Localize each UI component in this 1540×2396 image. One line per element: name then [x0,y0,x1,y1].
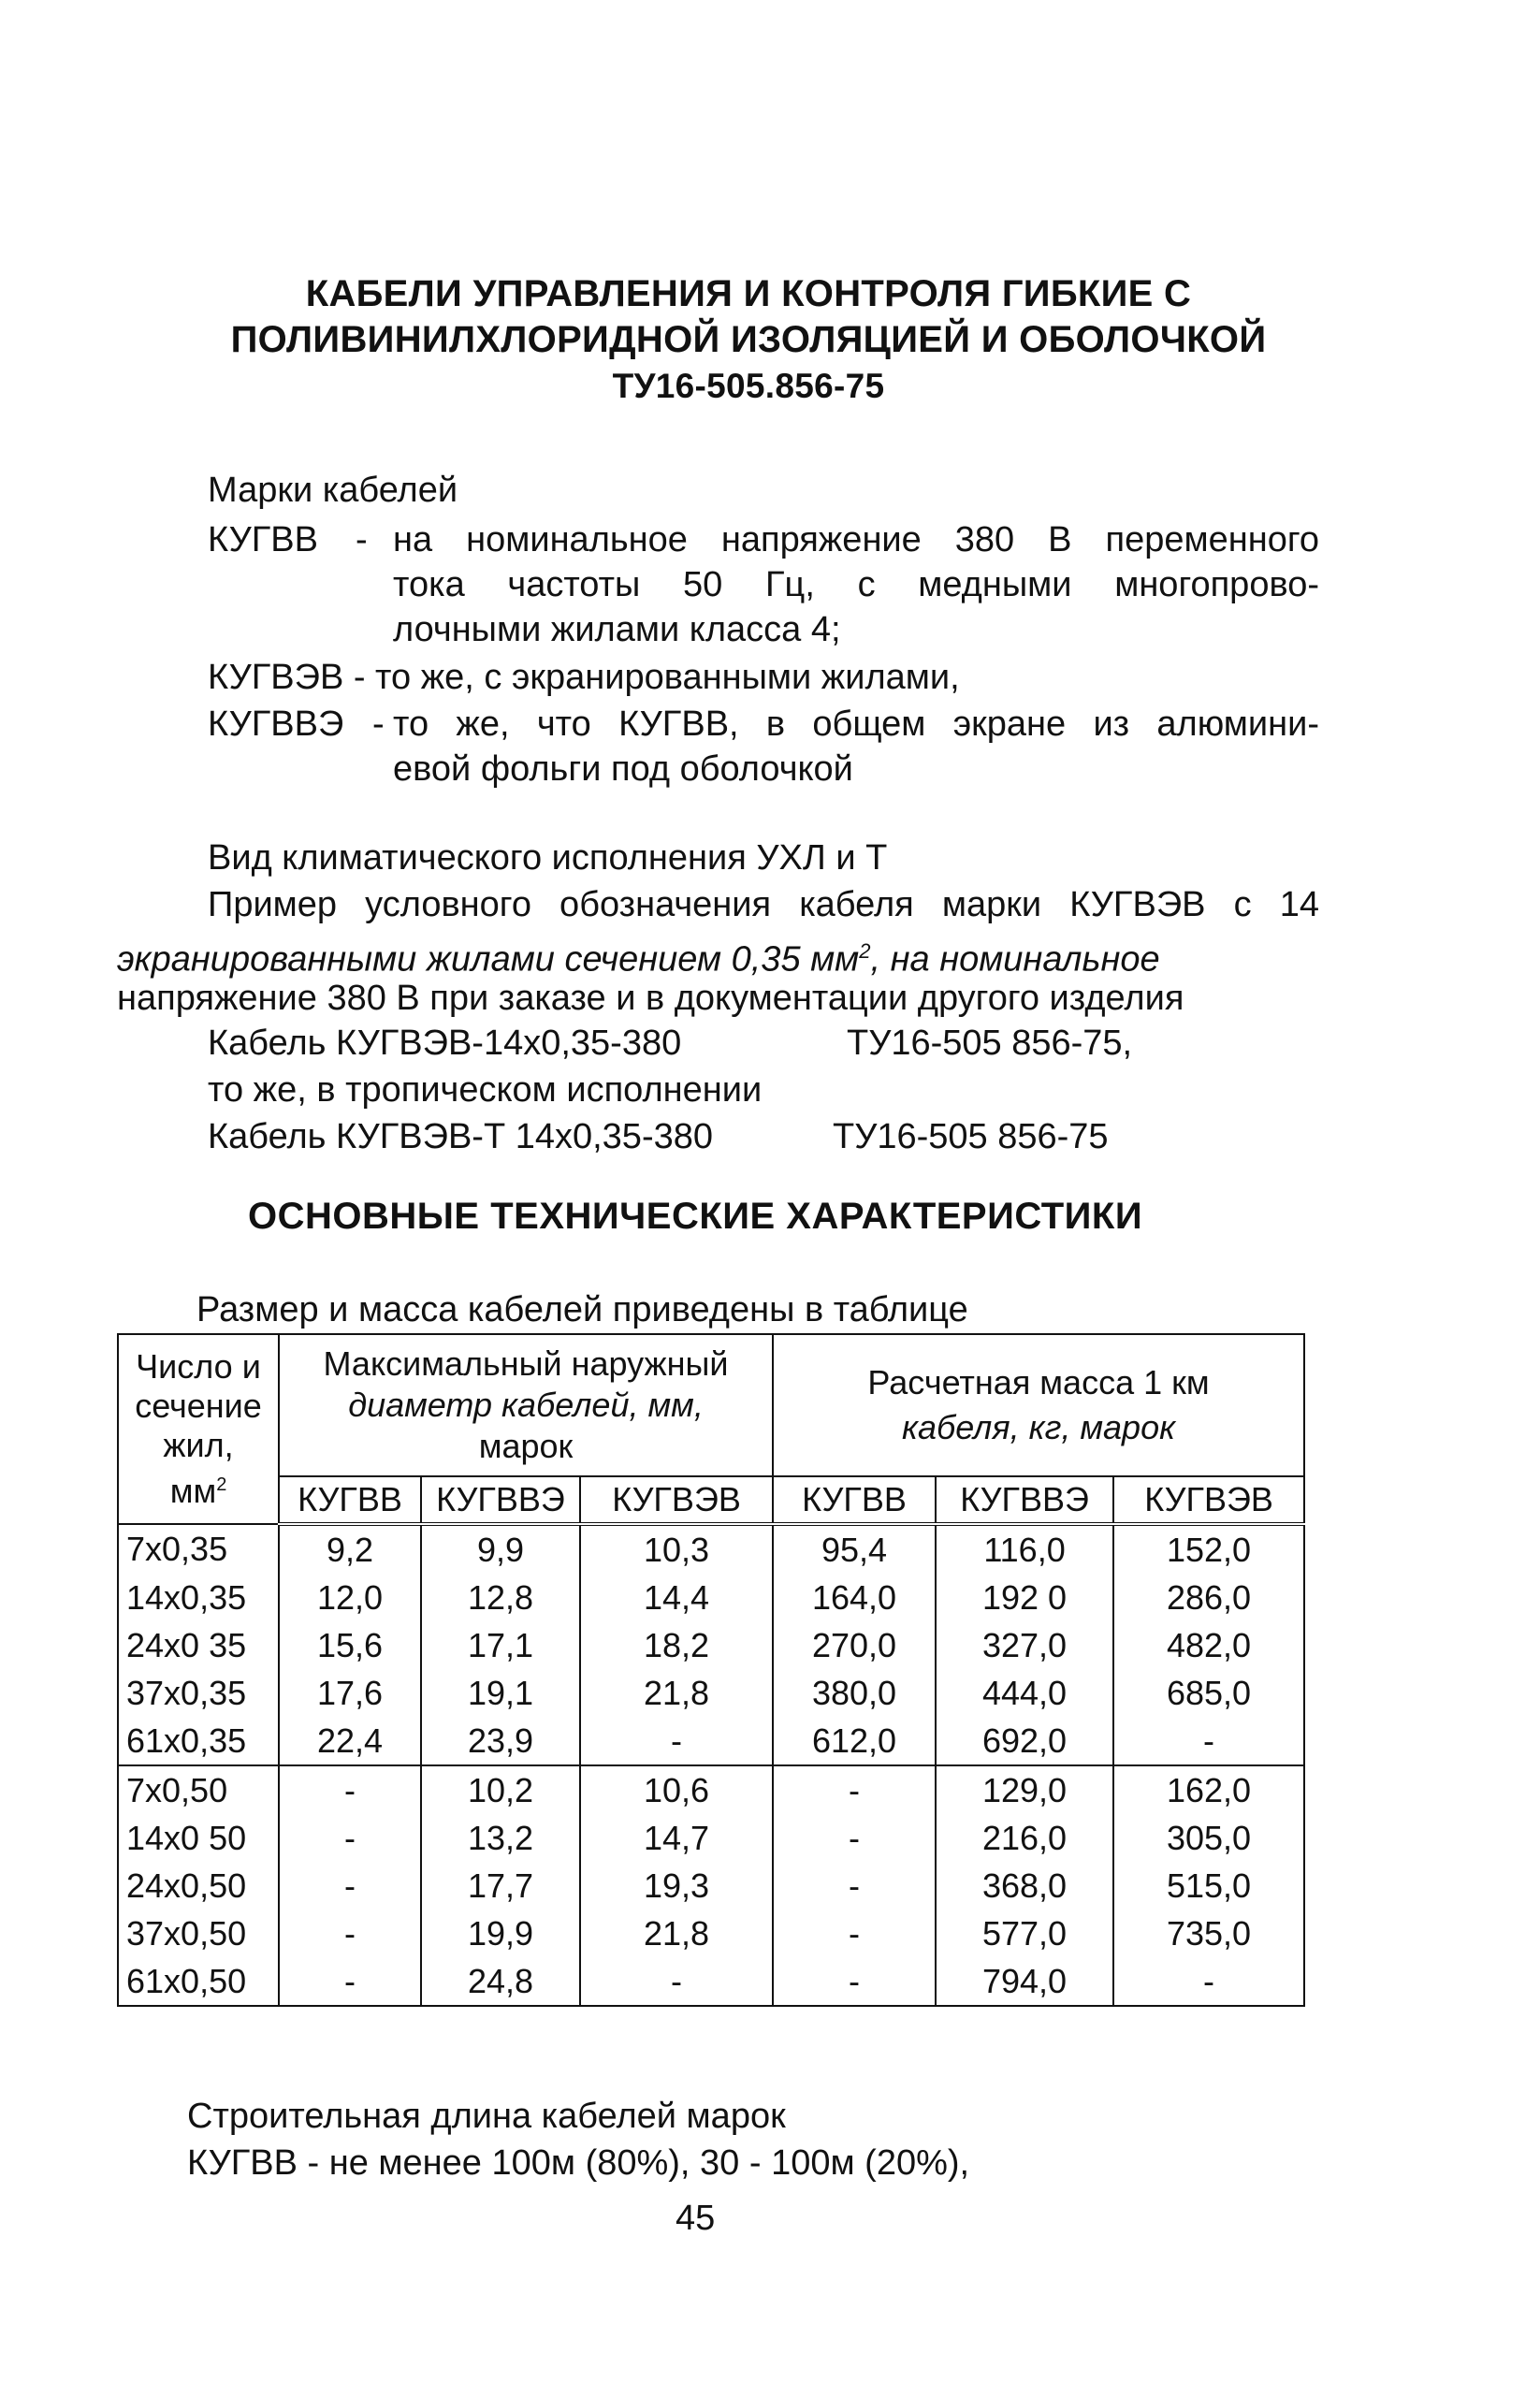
brand-desc-line: лочными жилами класса 4; [393,610,841,649]
value-cell: 380,0 [773,1669,936,1717]
table-row [118,1574,1304,1621]
cores-cell: 24х0,50 [118,1862,279,1910]
brand-code-kugvve: КУГВВЭ [208,704,344,744]
header-text: Расчетная масса 1 км [867,1363,1210,1401]
title-line-1: КАБЕЛИ УПРАВЛЕНИЯ И КОНТРОЛЯ ГИБКИЕ С [305,273,1192,314]
construction-line-1: Строительная длина кабелей марок [187,2097,786,2136]
value-cell: 327,0 [936,1621,1113,1669]
value-cell: - [1113,1957,1304,2006]
example-line-2 [117,931,1319,980]
example-line-1: Пример условного обозначения кабеля марки КУГВЭВ с 14 [208,885,1319,924]
value-cell: 22,4 [279,1717,421,1765]
value-cell: 24,8 [421,1957,580,2006]
value-cell: 685,0 [1113,1669,1304,1717]
cores-cell: 7х0,35 [118,1524,279,1574]
value-cell: - [1113,1717,1304,1765]
section-title: ОСНОВНЫЕ ТЕХНИЧЕСКИЕ ХАРАКТЕРИСТИКИ [248,1196,1143,1237]
value-cell: - [279,1910,421,1957]
value-cell: 9,2 [279,1524,421,1574]
value-cell: 19,3 [580,1862,773,1910]
value-cell: 270,0 [773,1621,936,1669]
value-cell: 10,2 [421,1765,580,1814]
brands-heading: Марки кабелей [208,471,458,510]
diameter-header [279,1334,773,1476]
value-cell: 12,8 [421,1574,580,1621]
superscript: 2 [216,1474,227,1495]
brand-desc-line: на номинальное напряжение 380 В переменного [393,520,1319,559]
brand-column-header: КУГВВ [279,1476,421,1524]
value-cell: 23,9 [421,1717,580,1765]
cores-cell: 14х0 50 [118,1814,279,1862]
value-cell: - [279,1957,421,2006]
designation-1: Кабель КУГВЭВ-14х0,35-380 [208,1024,682,1063]
value-cell: 18,2 [580,1621,773,1669]
brand-column-header: КУГВВЭ [936,1476,1113,1524]
header-text: сечение [135,1387,262,1425]
value-cell: 14,4 [580,1574,773,1621]
value-cell: 129,0 [936,1765,1113,1814]
value-cell: 612,0 [773,1717,936,1765]
header-text [123,1465,274,1511]
value-cell: 515,0 [1113,1862,1304,1910]
cores-cell: 7х0,50 [118,1765,279,1814]
brand-desc-line: тока частоты 50 Гц, с медными многопрово- [393,565,1319,604]
designation-1-standard: ТУ16-505 856-75, [847,1024,1133,1063]
value-cell: 17,6 [279,1669,421,1717]
value-cell: - [580,1957,773,2006]
value-cell: 21,8 [580,1669,773,1717]
cores-cell: 37х0,35 [118,1669,279,1717]
table-intro: Размер и масса кабелей приведены в таблице [196,1290,968,1329]
value-cell: 13,2 [421,1814,580,1862]
value-cell: - [279,1862,421,1910]
value-cell: 794,0 [936,1957,1113,2006]
brand-dash: - [356,520,368,559]
value-cell: 192 0 [936,1574,1113,1621]
value-cell: 286,0 [1113,1574,1304,1621]
title-standard: ТУ16-505.856-75 [612,367,885,405]
value-cell: 216,0 [936,1814,1113,1862]
value-cell: 12,0 [279,1574,421,1621]
value-cell: 152,0 [1113,1524,1304,1574]
cores-cell: 61х0,50 [118,1957,279,2006]
value-cell: 17,7 [421,1862,580,1910]
value-cell: - [279,1765,421,1814]
designation-2-standard: ТУ16-505 856-75 [833,1117,1109,1156]
value-cell: - [279,1814,421,1862]
table-row [118,1910,1304,1957]
specs-table [117,1333,1305,2007]
brand-column-header: КУГВВ [773,1476,936,1524]
value-cell: 10,3 [580,1524,773,1574]
value-cell: - [773,1957,936,2006]
cores-cell: 61х0,35 [118,1717,279,1765]
cores-cell: 24х0 35 [118,1621,279,1669]
climate-text: Вид климатического исполнения УХЛ и Т [208,838,888,878]
cores-cell: 37х0,50 [118,1910,279,1957]
value-cell: 164,0 [773,1574,936,1621]
designation-2: Кабель КУГВЭВ-Т 14х0,35-380 [208,1117,713,1156]
value-cell: 577,0 [936,1910,1113,1957]
header-text: кабеля, кг, марок [901,1408,1176,1446]
header-text: жил, [163,1426,234,1464]
col-cores-header [118,1334,279,1524]
brand-column-header: КУГВЭВ [580,1476,773,1524]
value-cell: 368,0 [936,1862,1113,1910]
value-cell: 116,0 [936,1524,1113,1574]
brand-desc-line: то же, что КУГВВ, в общем экране из алюмини- [393,704,1319,744]
header-text: диаметр кабелей, мм, [348,1386,704,1424]
value-cell: 19,9 [421,1910,580,1957]
brand-column-header: КУГВЭВ [1113,1476,1304,1524]
value-cell: - [773,1765,936,1814]
table-row [118,1717,1304,1765]
table-row [118,1621,1304,1669]
value-cell: 17,1 [421,1621,580,1669]
construction-line-2: КУГВВ - не менее 100м (80%), 30 - 100м (20%), [187,2143,970,2183]
document-title [140,271,1357,409]
cores-cell: 14х0,35 [118,1574,279,1621]
table-row [118,1957,1304,2006]
tropical-line: то же, в тропическом исполнении [208,1070,763,1110]
value-cell: 692,0 [936,1717,1113,1765]
table-row [118,1524,1304,1574]
mass-header [773,1334,1304,1476]
value-cell: 14,7 [580,1814,773,1862]
brand-desc-line: евой фольги под оболочкой [393,749,853,789]
value-cell: 444,0 [936,1669,1113,1717]
value-cell: 21,8 [580,1910,773,1957]
value-cell: 9,9 [421,1524,580,1574]
value-cell: 162,0 [1113,1765,1304,1814]
value-cell: - [580,1717,773,1765]
superscript: 2 [859,939,871,963]
value-cell: 19,1 [421,1669,580,1717]
header-unit: мм [169,1472,217,1510]
table-row [118,1765,1304,1814]
page-number: 45 [676,2199,716,2238]
value-cell: - [773,1814,936,1862]
header-text: Число и [136,1347,261,1386]
brand-code-kugvv: КУГВВ [208,520,318,559]
header-text: марок [478,1427,574,1465]
brand-column-header: КУГВВЭ [421,1476,580,1524]
example-line-3: напряжение 380 В при заказе и в документации другого изделия [117,979,1184,1018]
value-cell: 95,4 [773,1524,936,1574]
header-text: Максимальный наружный [323,1344,729,1383]
table-row [118,1814,1304,1862]
value-cell: 15,6 [279,1621,421,1669]
value-cell: 305,0 [1113,1814,1304,1862]
value-cell: 482,0 [1113,1621,1304,1669]
example-line-2b: , на номинальное [870,939,1160,980]
table-row [118,1669,1304,1717]
example-line-2a: экранированными жилами сечением 0,35 мм [117,939,860,980]
value-cell: - [773,1910,936,1957]
title-line-2: ПОЛИВИНИЛХЛОРИДНОЙ ИЗОЛЯЦИЕЙ И ОБОЛОЧКОЙ [230,319,1267,360]
brand-kugvev-line: КУГВЭВ - то же, с экранированными жилами, [208,658,960,697]
value-cell: 735,0 [1113,1910,1304,1957]
brand-dash: - [372,704,385,744]
table-row [118,1862,1304,1910]
value-cell: 10,6 [580,1765,773,1814]
value-cell: - [773,1862,936,1910]
